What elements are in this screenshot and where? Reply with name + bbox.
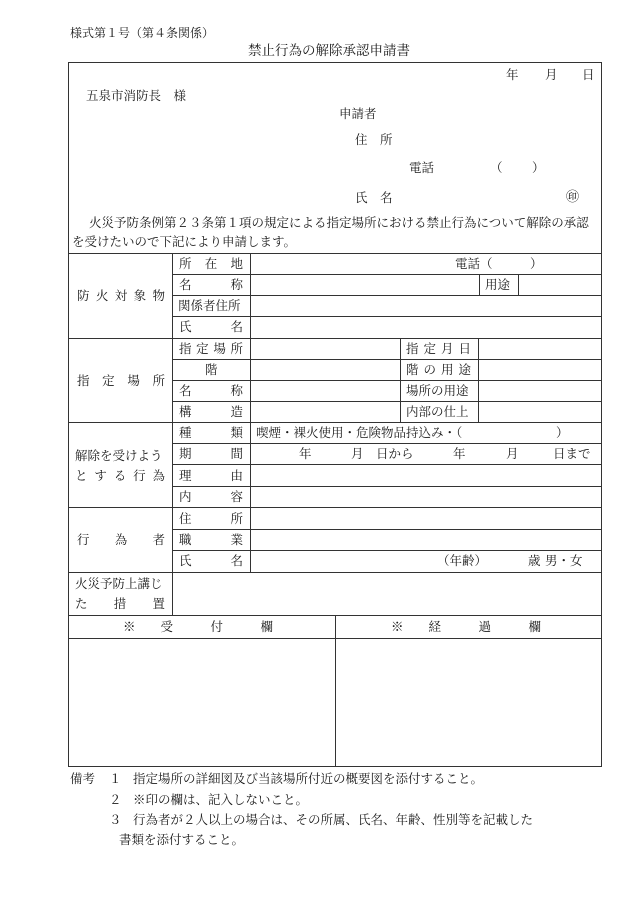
date-month-label: 月 bbox=[545, 67, 558, 82]
location-label: 所 在 地 bbox=[179, 256, 243, 271]
period-from: 日から bbox=[376, 446, 414, 461]
period-month2: 月 bbox=[506, 446, 519, 461]
note-2-text: ※印の欄は、記入しないこと。 bbox=[133, 792, 309, 807]
note-3-text: 行為者が２人以上の場合は、その所属、氏名、年齢、性別等を記載した bbox=[133, 812, 534, 827]
related-address-label: 関係者住所 bbox=[178, 298, 241, 313]
actor-age-label: （年齢） bbox=[437, 553, 488, 568]
act-label-line2: と す る 行 為 bbox=[75, 468, 165, 483]
act-label-line1: 解除を受けよう bbox=[75, 448, 163, 463]
related-person-name-label: 氏 名 bbox=[179, 319, 243, 334]
applicant-address-label: 住 所 bbox=[355, 132, 393, 147]
date-day-label: 日 bbox=[582, 67, 595, 82]
note-2-number: ２ bbox=[109, 792, 122, 807]
period-until: 日まで bbox=[553, 446, 591, 461]
note-1-text: 指定場所の詳細図及び当該場所付近の概要図を添付すること。 bbox=[133, 771, 484, 786]
body-text-line1: 火災予防条例第２３条第１項の規定による指定場所における禁止行為について解除の承認 bbox=[89, 215, 589, 230]
phone-paren-close: ） bbox=[532, 160, 545, 175]
applicant-label: 申請者 bbox=[339, 106, 377, 121]
fire-target-label: 防 火 対 象 物 bbox=[77, 288, 165, 303]
actor-label: 行 為 者 bbox=[77, 532, 165, 547]
interior-finish-label: 内部の仕上 bbox=[406, 404, 469, 419]
actor-address-label: 住 所 bbox=[179, 511, 243, 526]
location-phone-label: 電話（ ） bbox=[455, 256, 543, 271]
designated-date-label: 指 定 月 日 bbox=[406, 341, 471, 356]
actor-occupation-label: 職 業 bbox=[179, 532, 243, 547]
act-reason-label: 理 由 bbox=[179, 468, 243, 483]
floor-use-label: 階 の 用 途 bbox=[406, 362, 471, 377]
actor-gender: 男・女 bbox=[545, 553, 583, 568]
act-type-options: 喫煙・裸火使用・危険物品持込み・（ bbox=[256, 425, 463, 440]
applicant-phone-label: 電話 bbox=[409, 160, 435, 175]
date-year-label: 年 bbox=[506, 67, 519, 82]
note-1-number: １ bbox=[109, 771, 122, 786]
use-label: 用途 bbox=[485, 277, 511, 292]
act-type-close: ） bbox=[556, 425, 569, 440]
measures-label-line1: 火災予防上講じ bbox=[75, 576, 163, 591]
fire-target-name-label: 名 称 bbox=[179, 277, 243, 292]
addressee: 五泉市消防長 様 bbox=[86, 88, 187, 103]
designated-name-label: 名 称 bbox=[179, 383, 243, 398]
actor-name-label: 氏 名 bbox=[179, 553, 243, 568]
form-number: 様式第１号（第４条関係） bbox=[70, 26, 215, 40]
place-use-label: 場所の用途 bbox=[406, 383, 469, 398]
applicant-name-label: 氏 名 bbox=[355, 190, 393, 205]
note-3-continued: 書類を添付すること。 bbox=[119, 832, 245, 847]
form-title: 禁止行為の解除承認申請書 bbox=[248, 43, 410, 59]
designated-place-label: 指 定 場 所 bbox=[179, 341, 243, 356]
reception-column-header: ※ 受 付 欄 bbox=[123, 619, 274, 634]
act-period-label: 期 間 bbox=[179, 446, 243, 461]
body-text-line2: を受けたいので下記により申請します。 bbox=[72, 234, 297, 249]
note-3-number: ３ bbox=[109, 812, 122, 827]
notes-label: 備考 bbox=[70, 771, 96, 786]
floor-label: 階 bbox=[205, 362, 218, 377]
period-year2: 年 bbox=[453, 446, 466, 461]
period-month1: 月 bbox=[351, 446, 364, 461]
seal-mark-icon: ㊞ bbox=[566, 190, 580, 205]
structure-label: 構 造 bbox=[179, 404, 243, 419]
act-content-label: 内 容 bbox=[179, 489, 243, 504]
period-year1: 年 bbox=[299, 446, 312, 461]
measures-label-line2: た 措 置 bbox=[75, 596, 165, 611]
actor-age-unit: 歳 bbox=[528, 553, 541, 568]
designated-label: 指 定 場 所 bbox=[77, 373, 165, 388]
progress-column-header: ※ 経 過 欄 bbox=[391, 619, 542, 634]
phone-paren-open: （ bbox=[490, 160, 503, 175]
act-type-label: 種 類 bbox=[179, 425, 243, 440]
